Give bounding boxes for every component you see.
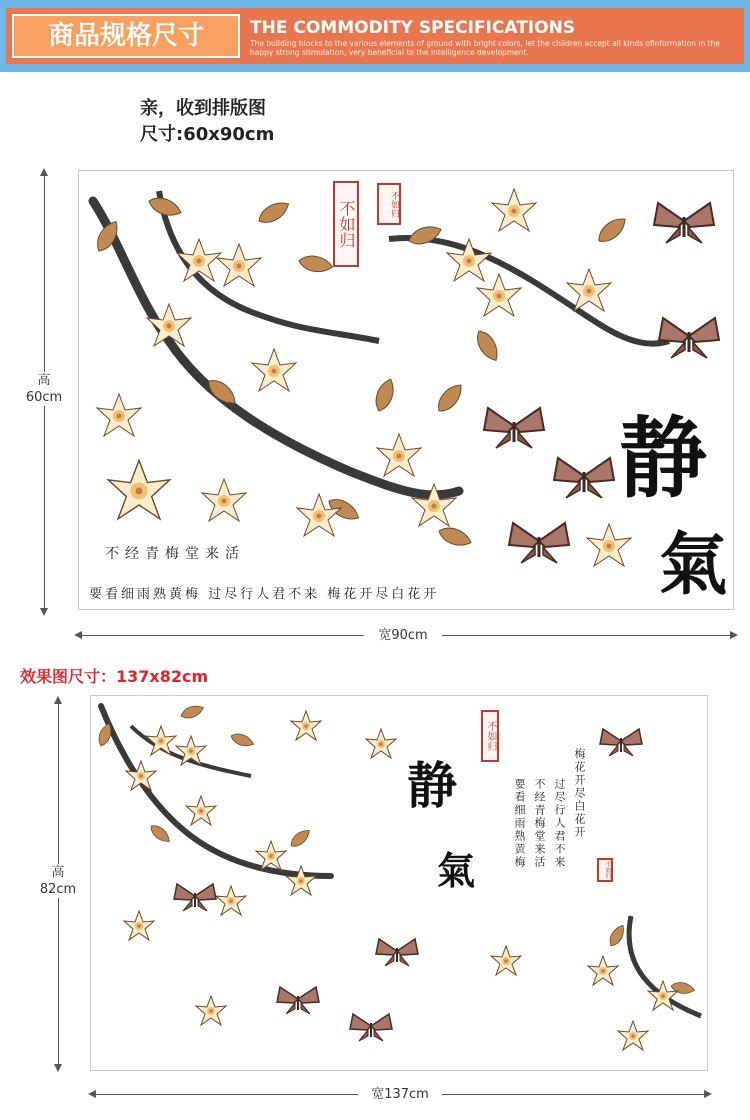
effect-calligraphy-qi: 氣 [437, 848, 476, 893]
width-label: 宽90cm [364, 627, 442, 644]
effect-height-label [32, 864, 84, 898]
calligraphy-jing: 静 [619, 406, 708, 510]
arrow-left-icon [74, 631, 82, 639]
seal-stamp-small: 不如归 [377, 183, 401, 225]
arrow-down-icon [54, 1064, 62, 1072]
effect-width-label: 宽137cm [358, 1086, 442, 1103]
effect-title: 效果图尺寸：137x82cm [20, 667, 209, 686]
arrow-left-icon [88, 1090, 96, 1098]
seal-stamp-large: 不如归 [333, 181, 359, 267]
effect-poem-col-4: 要看细雨熟黄梅 [513, 778, 526, 869]
effect-seal-stamp: 不如归 [481, 710, 499, 762]
effect-height-value: 82cm [39, 882, 77, 897]
effect-diagram [90, 695, 708, 1071]
height-label [18, 372, 70, 406]
banner-subtitle: The building blocks to the various elements of ground with bright colors, let the children accept all kinds ofinformation in the happy strong stimulation, very beneficial to the intelligence development. [250, 39, 720, 57]
arrow-right-icon [730, 631, 738, 639]
arrow-down-icon [40, 608, 48, 616]
arrow-up-icon [40, 168, 48, 176]
poem-row-2: 要看细雨熟黄梅 过尽行人君不来 梅花开尽白花开 [89, 587, 440, 602]
effect-seal-small: 不如归 [597, 858, 613, 882]
effect-artwork [91, 696, 708, 1071]
layout-diagram [78, 170, 734, 610]
arrow-right-icon [704, 1090, 712, 1098]
effect-poem-col-1: 梅花开尽白花开 [573, 748, 586, 839]
effect-calligraphy-jing: 静 [407, 756, 457, 815]
effect-height-char: 高 [51, 865, 65, 880]
calligraphy-qi: 氣 [659, 525, 728, 605]
effect-poem-col-2: 过尽行人君不来 [553, 778, 566, 869]
arrow-up-icon [54, 696, 62, 704]
effect-poem-col-3: 不经青梅堂来活 [533, 778, 546, 869]
banner-inner [6, 8, 744, 64]
intro-line-1: 亲，收到排版图 [140, 98, 266, 119]
banner-title-en: THE COMMODITY SPECIFICATIONS [250, 18, 576, 38]
height-label-char: 高 [37, 373, 51, 388]
spec-banner [0, 0, 750, 72]
intro-line-2: 尺寸:60x90cm [140, 124, 275, 145]
banner-title: 商品规格尺寸 [12, 14, 240, 58]
poem-row-1: 不经青梅堂来活 [105, 546, 245, 562]
height-label-value: 60cm [25, 390, 63, 405]
intro-text [140, 96, 274, 148]
